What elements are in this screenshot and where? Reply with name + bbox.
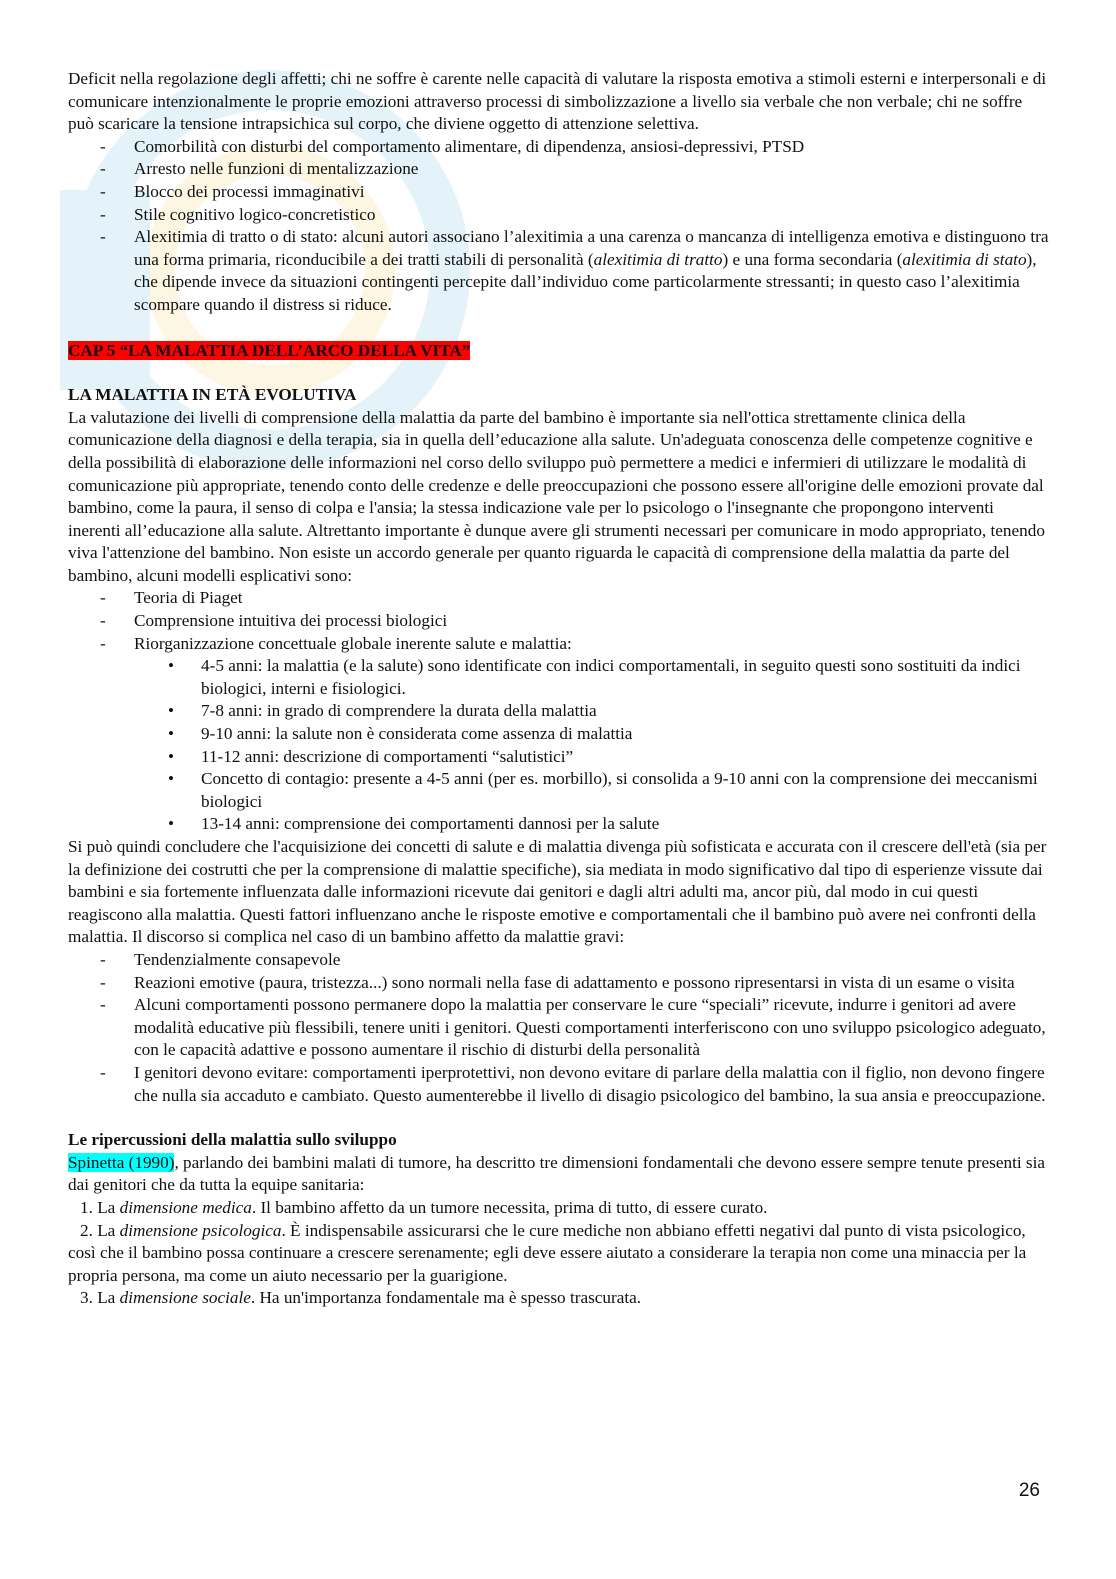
citation-highlight: Spinetta (1990) <box>68 1152 175 1172</box>
list-text: Alexitimia di tratto o di stato: alcuni autori associano l’alexitimia a una carenza o mancanza di intelligenza emotiva e distinguono tra una forma primaria, riconducibile a dei tratti stabili di personalità ( <box>134 227 1049 269</box>
models-list <box>68 587 1050 655</box>
list-item <box>68 1220 1050 1288</box>
list-text: . È indispensabile assicurarsi che le cure mediche non abbiano effetti negativi dal punto di vista psicologico, così che il bambino possa continuare a crescere serenamente; egli deve essere aiutato a considerare la terapia non come una minaccia per la propria persona, ma come un aiuto necessario per la guarigione. <box>68 1220 1027 1285</box>
list-item: - Stile cognitivo logico-concretistico <box>68 204 1050 227</box>
age-stages-list <box>68 655 1050 836</box>
alexithymia-features-list <box>68 136 1050 317</box>
list-item: • 7-8 anni: in grado di comprendere la durata della malattia <box>68 700 1050 723</box>
list-item: • 11-12 anni: descrizione di comportamenti “salutistici” <box>68 746 1050 769</box>
list-item: • 4-5 anni: la malattia (e la salute) sono identificate con indici comportamentali, in seguito questi sono sostituiti da indici biologici, interni e fisiologici. <box>68 655 1050 700</box>
term-italic: alexitimia di tratto <box>593 249 723 269</box>
term-italic: alexitimia di stato <box>902 249 1027 269</box>
list-text: ) e una forma secondaria ( <box>722 249 903 269</box>
section-paragraph: Si può quindi concludere che l'acquisizione dei concetti di salute e di malattia divenga più sofisticata e accurata con il crescere dell'età (sia per la definizione dei costrutti che per la comprensione di malattie specifiche), sia mediata in modo significativo dal tipo di esperienze vissute dai bambini e sia fortemente influenzata dalle informazioni ricevute dai genitori e dagli altri adulti ma, ancor più, dal modo in cui questi reagiscono alla malattia. Questi fattori influenzano anche le risposte emotive e comportamentali che il bambino può avere nei confronti della malattia. Il discorso si complica nel caso di un bambino affetto da malattie gravi: <box>68 837 1047 947</box>
chapter-title-text: CAP 5 “LA MALATTIA DELL’ARCO DELLA VITA” <box>68 340 471 360</box>
list-item: • 9-10 anni: la salute non è considerata come assenza di malattia <box>68 723 1050 746</box>
severe-illness-list <box>68 949 1050 1107</box>
list-item <box>68 1197 1050 1220</box>
document-page <box>68 68 1050 1310</box>
list-item <box>68 226 1050 316</box>
list-item: - Riorganizzazione concettuale globale inerente salute e malattia: <box>68 633 1050 656</box>
list-text: . Il bambino affetto da un tumore necessita, prima di tutto, di essere curato. <box>251 1197 768 1217</box>
list-item: - Tendenzialmente consapevole <box>68 949 1050 972</box>
list-text: . Ha un'importanza fondamentale ma è spesso trascurata. <box>250 1288 642 1308</box>
list-item: - Comorbilità con disturbi del comportamento alimentare, di dipendenza, ansiosi-depressivi, PTSD <box>68 136 1050 159</box>
list-item: • Concetto di contagio: presente a 4-5 anni (per es. morbillo), si consolida a 9-10 anni con la comprensione dei meccanismi biologici <box>68 768 1050 813</box>
chapter-title <box>68 340 1050 363</box>
list-item <box>68 1287 1050 1310</box>
list-item: - Arresto nelle funzioni di mentalizzazione <box>68 158 1050 181</box>
list-item: - I genitori devono evitare: comportamenti iperprotettivi, non devono evitare di parlare della malattia con il figlio, non devono fingere che nulla sia accaduto e cambiato. Questo aumenterebbe il livello di disagio psicologico del bambino, la sua ansia e preoccupazione. <box>68 1062 1050 1107</box>
list-text: ), che dipende invece da situazioni contingenti percepite dall’individuo come particolarmente stressanti; in questo caso l’alexitimia scompare quando il distress si riduce. <box>134 249 1037 314</box>
paragraph-text: , parlando dei bambini malati di tumore, ha descritto tre dimensioni fondamentali che devono essere sempre tenute presenti sia dai genitori che da tutta la equipe sanitaria: <box>68 1152 1046 1195</box>
section-paragraph <box>68 1152 1050 1197</box>
term-italic: dimensione medica <box>119 1197 252 1217</box>
page-number: 26 <box>1018 1480 1040 1501</box>
list-number: 3. La <box>80 1288 120 1308</box>
term-italic: dimensione psicologica <box>119 1220 282 1240</box>
list-item: - Reazioni emotive (paura, tristezza...) sono normali nella fase di adattamento e possono ripresentarsi in vista di un esame o visita <box>68 972 1050 995</box>
list-item: - Alcuni comportamenti possono permanere dopo la malattia per conservare le cure “speciali” ricevute, indurre i genitori ad avere modalità educative più flessibili, tenere uniti i genitori. Questi comportamenti interferiscono con uno sviluppo psicologico adeguato, con le capacità adattive e possono aumentare il rischio di disturbi della personalità <box>68 994 1050 1062</box>
subsection-title: Le ripercussioni della malattia sullo sviluppo <box>68 1130 397 1150</box>
section-paragraph: La valutazione dei livelli di comprensione della malattia da parte del bambino è importante sia nell'ottica strettamente clinica della comunicazione della diagnosi e della terapia, sia in quella dell’educazione alla salute. Un'adeguata conoscenza delle competenze cognitive e della possibilità di elaborazione delle informazioni nel corso dello sviluppo può permettere a medici e infermieri di utilizzare le modalità di comunicazione più appropriate, tenendo conto delle credenze e delle preoccupazioni che possono essere all'origine delle emozioni provate dal bambino, come la paura, il senso di colpa e l'ansia; la stessa indicazione vale per lo psicologo o l'insegnante che propongono interventi inerenti all’educazione alla salute. Altrettanto importante è dunque avere gli strumenti necessari per comunicare in modo appropriato, tenendo viva l'attenzione del bambino. Non esiste un accordo generale per quanto riguarda le capacità di comprensione della malattia da parte del bambino, alcuni modelli esplicativi sono: <box>68 407 1045 585</box>
term-italic: dimensione sociale <box>119 1288 251 1308</box>
list-number: 1. La <box>80 1197 120 1217</box>
list-item: - Teoria di Piaget <box>68 587 1050 610</box>
section-title: LA MALATTIA IN ETÀ EVOLUTIVA <box>68 385 357 405</box>
list-item: - Comprensione intuitiva dei processi biologici <box>68 610 1050 633</box>
list-item: • 13-14 anni: comprensione dei comportamenti dannosi per la salute <box>68 813 1050 836</box>
intro-paragraph: Deficit nella regolazione degli affetti; chi ne soffre è carente nelle capacità di valutare la risposta emotiva a stimoli esterni e interpersonali e di comunicare intenzionalmente le proprie emozioni attraverso processi di simbolizzazione a livello sia verbale che non verbale; chi ne soffre può scaricare la tensione intrapsichica sul corpo, che diviene oggetto di attenzione selettiva. <box>68 69 1047 134</box>
list-item: - Blocco dei processi immaginativi <box>68 181 1050 204</box>
dimensions-list <box>68 1197 1050 1310</box>
list-number: 2. La <box>80 1220 120 1240</box>
